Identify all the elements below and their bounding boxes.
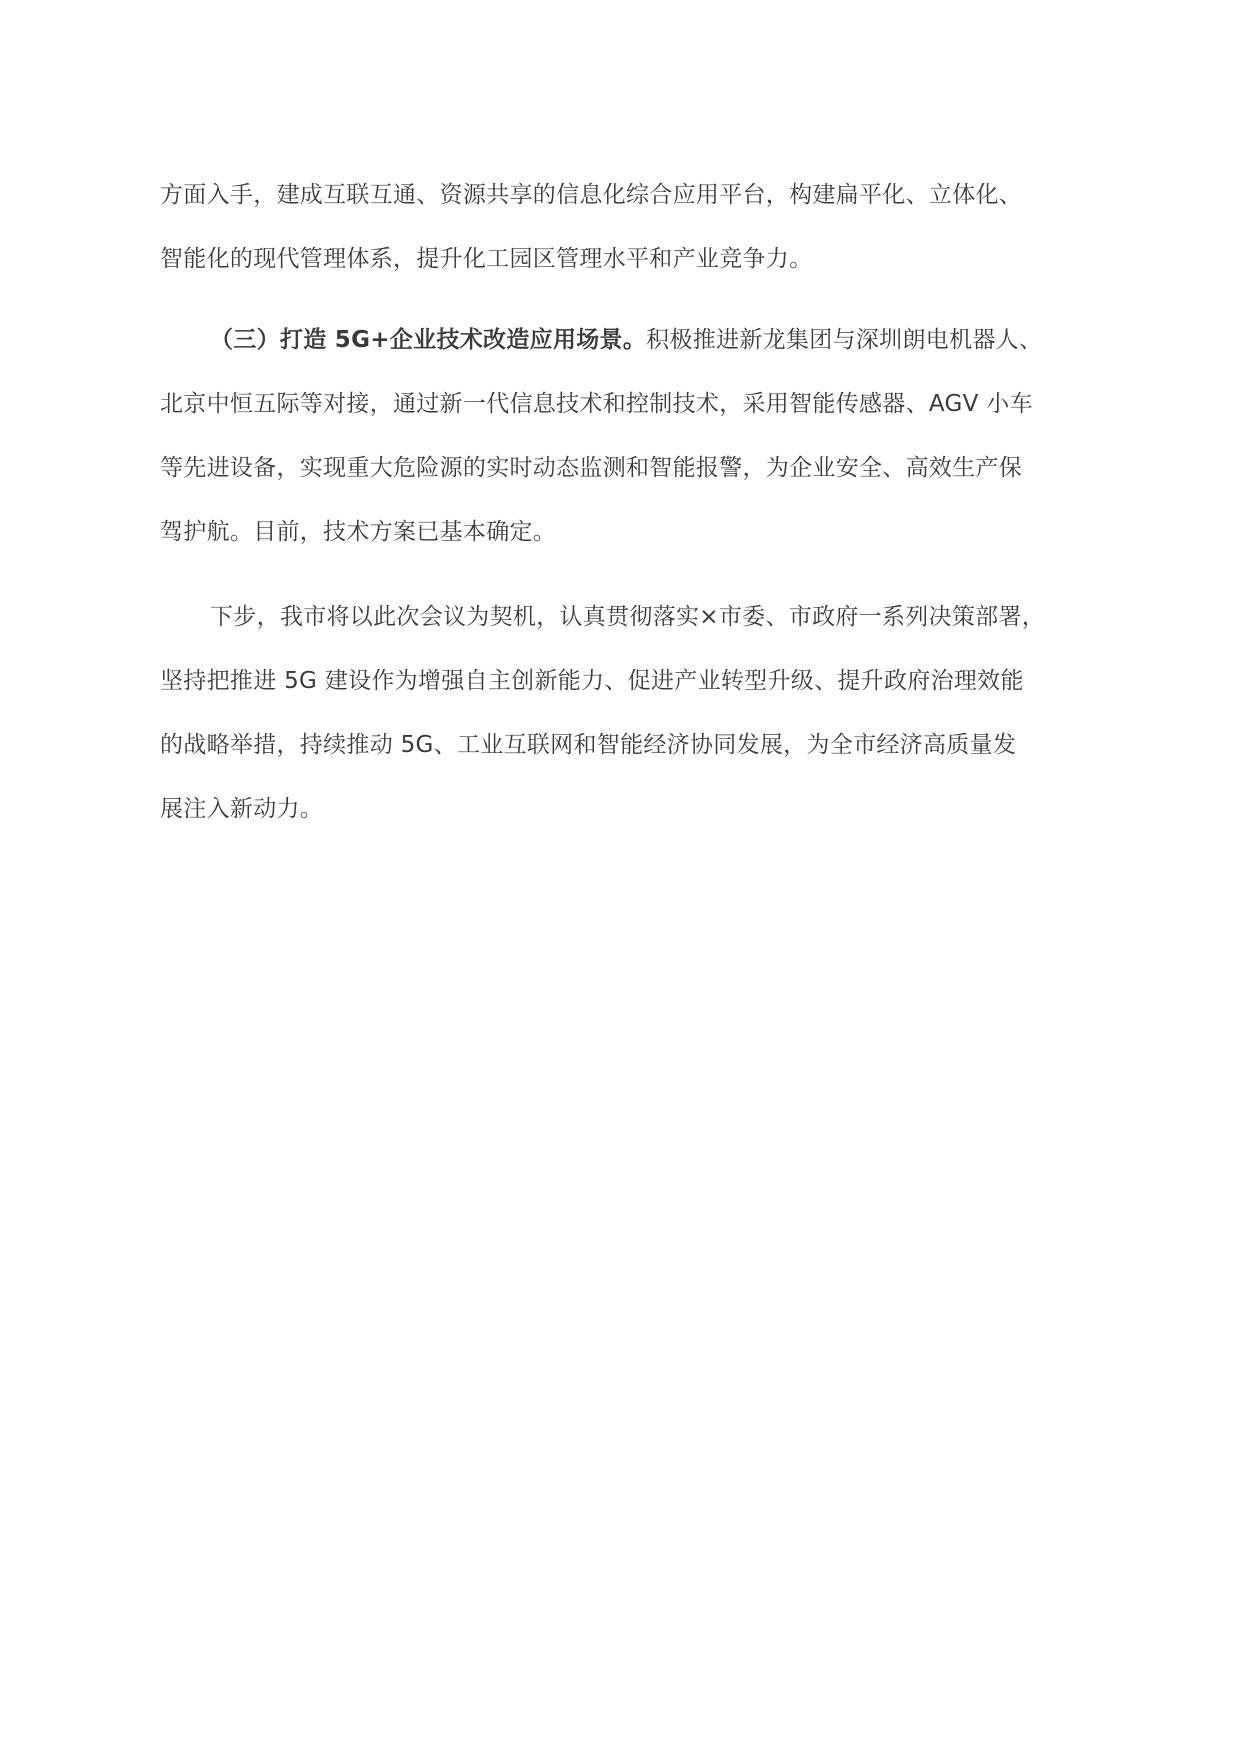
paragraph-line: 下步，我市将以此次会议为契机，认真贯彻落实×市委、市政府一系列决策部署，	[210, 604, 1046, 630]
paragraph-line: 展注入新动力。	[160, 796, 324, 822]
paragraph-2	[160, 308, 1120, 564]
paragraph-line: 智能化的现代管理体系，提升化工园区管理水平和产业竞争力。	[160, 246, 813, 272]
paragraph-line: 方面入手，建成互联互通、资源共享的信息化综合应用平台，构建扁平化、立体化、	[160, 182, 1023, 208]
paragraph-line: 等先进设备，实现重大危险源的实时动态监测和智能报警，为企业安全、高效生产保	[160, 455, 1023, 481]
paragraph-line: 坚持把推进 5G 建设作为增强自主创新能力、促进产业转型升级、提升政府治理效能	[160, 668, 1024, 694]
paragraph-first-line	[160, 308, 1120, 372]
paragraph-line: 北京中恒五际等对接，通过新一代信息技术和控制技术，采用智能传感器、AGV 小车	[160, 391, 1033, 417]
paragraph-3	[160, 585, 1120, 841]
section-heading: （三）打造 5G+企业技术改造应用场景。	[210, 327, 647, 353]
paragraph-line: 驾护航。目前，技术方案已基本确定。	[160, 519, 557, 545]
paragraph-line: 的战略举措，持续推动 5G、工业互联网和智能经济协同发展，为全市经济高质量发	[160, 732, 1017, 758]
paragraph-1	[160, 163, 1120, 291]
paragraph-text: 积极推进新龙集团与深圳朗电机器人、	[646, 327, 1043, 353]
